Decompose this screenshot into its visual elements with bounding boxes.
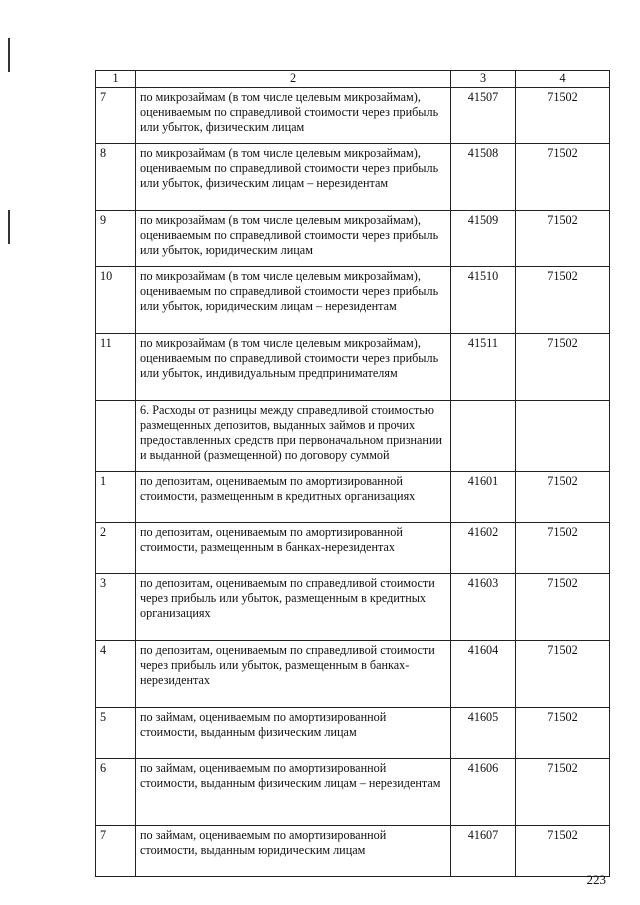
row-description: по депозитам, оцениваемым по справедливой стоимости через прибыль или убыток, размещенным в банках-нерезидентах <box>136 641 451 708</box>
row-account-1: 41604 <box>451 641 516 708</box>
row-number: 5 <box>96 708 136 759</box>
row-number: 9 <box>96 211 136 267</box>
row-account-2: 71502 <box>516 826 610 877</box>
accounts-table <box>95 70 610 877</box>
row-description: по микрозаймам (в том числе целевым микрозаймам), оцениваемым по справедливой стоимости через прибыль или убыток, физическим лицам – нерезидентам <box>136 144 451 211</box>
section-heading: 6. Расходы от разницы между справедливой стоимостью размещенных депозитов, выданных займов и прочих предоставленных средств при первоначальном признании и выданной (размещенной) по договору суммой <box>136 401 451 472</box>
row-account-1: 41605 <box>451 708 516 759</box>
table-row <box>96 472 610 523</box>
row-description: по микрозаймам (в том числе целевым микрозаймам), оцениваемым по справедливой стоимости через прибыль или убыток, юридическим лицам – нерезидентам <box>136 267 451 334</box>
row-account-1: 41511 <box>451 334 516 401</box>
row-number: 7 <box>96 88 136 144</box>
table-row <box>96 708 610 759</box>
row-account-1: 41508 <box>451 144 516 211</box>
row-account-1: 41602 <box>451 523 516 574</box>
row-account-2: 71502 <box>516 759 610 826</box>
row-account-1: 41607 <box>451 826 516 877</box>
row-account-1: 41606 <box>451 759 516 826</box>
row-account-2: 71502 <box>516 334 610 401</box>
table-row <box>96 144 610 211</box>
table-row <box>96 826 610 877</box>
row-description: по займам, оцениваемым по амортизированной стоимости, выданным физическим лицам – нерезидентам <box>136 759 451 826</box>
row-number: 7 <box>96 826 136 877</box>
margin-mark <box>8 210 10 244</box>
row-number: 6 <box>96 759 136 826</box>
row-description: по депозитам, оцениваемым по амортизированной стоимости, размещенным в кредитных организациях <box>136 472 451 523</box>
header-col-2: 2 <box>136 71 451 88</box>
row-account-1 <box>451 401 516 472</box>
header-col-3: 3 <box>451 71 516 88</box>
table-row <box>96 641 610 708</box>
row-account-2: 71502 <box>516 472 610 523</box>
row-account-2: 71502 <box>516 144 610 211</box>
row-account-1: 41509 <box>451 211 516 267</box>
row-number: 1 <box>96 472 136 523</box>
row-account-2: 71502 <box>516 267 610 334</box>
page-number: 223 <box>586 872 606 887</box>
row-account-2: 71502 <box>516 708 610 759</box>
row-number: 8 <box>96 144 136 211</box>
table-header-row <box>96 71 610 88</box>
row-description: по депозитам, оцениваемым по справедливой стоимости через прибыль или убыток, размещенным в кредитных организациях <box>136 574 451 641</box>
row-description: по микрозаймам (в том числе целевым микрозаймам), оцениваемым по справедливой стоимости через прибыль или убыток, физическим лицам <box>136 88 451 144</box>
row-account-2: 71502 <box>516 211 610 267</box>
row-account-1: 41601 <box>451 472 516 523</box>
header-col-4: 4 <box>516 71 610 88</box>
row-description: по депозитам, оцениваемым по амортизированной стоимости, размещенным в банках-нерезидентах <box>136 523 451 574</box>
row-number: 10 <box>96 267 136 334</box>
margin-mark <box>8 38 10 72</box>
row-description: по микрозаймам (в том числе целевым микрозаймам), оцениваемым по справедливой стоимости через прибыль или убыток, индивидуальным предпринимателям <box>136 334 451 401</box>
row-account-1: 41510 <box>451 267 516 334</box>
table-row <box>96 334 610 401</box>
table-row <box>96 211 610 267</box>
section-heading-row <box>96 401 610 472</box>
row-description: по займам, оцениваемым по амортизированной стоимости, выданным физическим лицам <box>136 708 451 759</box>
row-number: 2 <box>96 523 136 574</box>
row-account-2: 71502 <box>516 641 610 708</box>
row-account-1: 41507 <box>451 88 516 144</box>
row-description: по микрозаймам (в том числе целевым микрозаймам), оцениваемым по справедливой стоимости через прибыль или убыток, юридическим лицам <box>136 211 451 267</box>
table-row <box>96 574 610 641</box>
row-number: 3 <box>96 574 136 641</box>
row-description: по займам, оцениваемым по амортизированной стоимости, выданным юридическим лицам <box>136 826 451 877</box>
header-col-1: 1 <box>96 71 136 88</box>
table-row <box>96 523 610 574</box>
row-number <box>96 401 136 472</box>
table-row <box>96 267 610 334</box>
table-row <box>96 759 610 826</box>
row-account-2: 71502 <box>516 523 610 574</box>
row-account-2: 71502 <box>516 574 610 641</box>
row-number: 11 <box>96 334 136 401</box>
row-account-1: 41603 <box>451 574 516 641</box>
row-number: 4 <box>96 641 136 708</box>
row-account-2: 71502 <box>516 88 610 144</box>
table-row <box>96 88 610 144</box>
row-account-2 <box>516 401 610 472</box>
